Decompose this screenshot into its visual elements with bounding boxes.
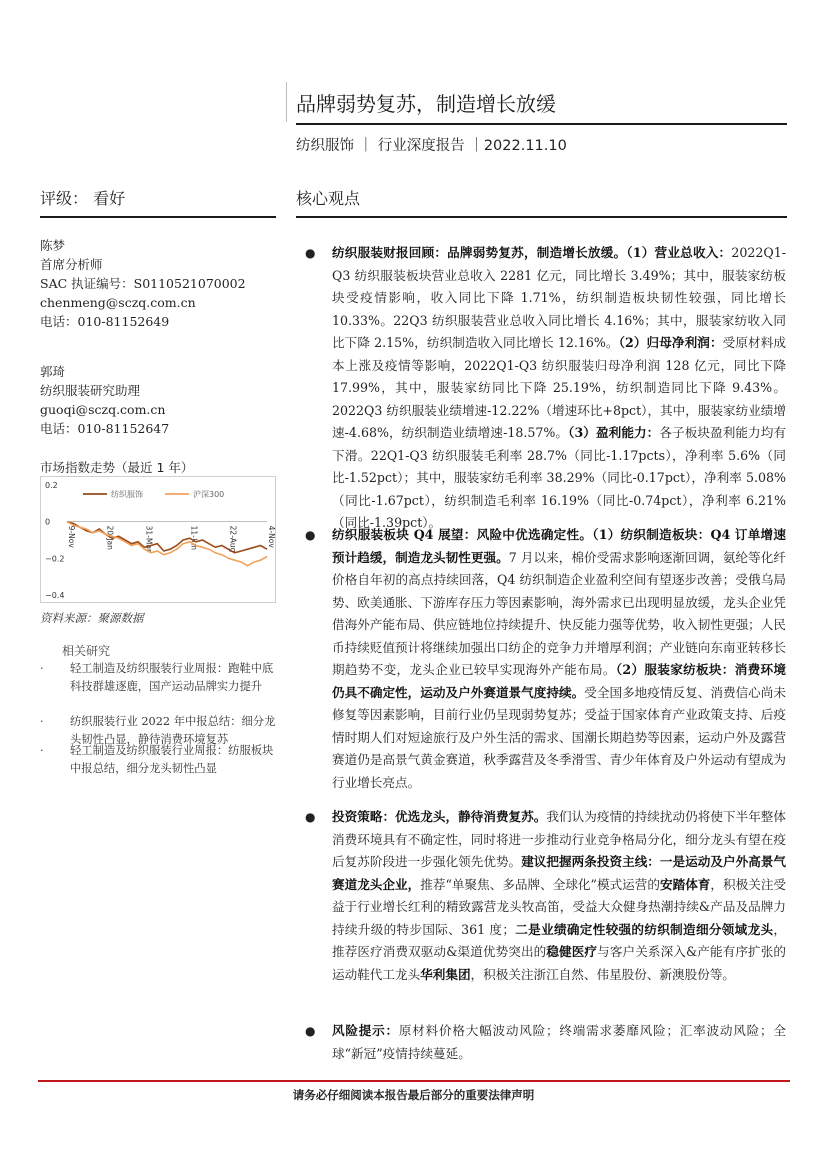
bullet-icon: ● <box>305 810 316 824</box>
x-tick-label: 4-Nov <box>267 525 276 548</box>
emphasis-text: 稳健医疗 <box>546 944 598 959</box>
body-text: ，积极关注浙江自然、伟星股份、新澳股份等。 <box>470 966 735 982</box>
x-tick-label: 11-Jun <box>189 525 199 551</box>
market-index-chart <box>40 476 276 603</box>
legend-label: 沪深300 <box>193 490 225 499</box>
related-research-text[interactable]: 轻工制造及纺织服装行业周报：纺服板块中报总结，细分龙头韧性凸显 <box>70 744 274 775</box>
chart-title: 市场指数走势（最近 1 年） <box>40 460 194 475</box>
rating-rule <box>40 216 276 218</box>
emphasis-text: 投资策略：优选龙头，静待消费复苏。 <box>332 809 547 824</box>
analyst-sac: SAC 执证编号：S0110521070002 <box>40 276 246 291</box>
legend-label: 纺织服饰 <box>111 490 143 499</box>
y-tick-label: 0 <box>45 517 51 527</box>
core-view-title: 核心观点 <box>296 189 361 208</box>
bullet-icon: · <box>40 744 44 757</box>
rating-label: 评级： 看好 <box>40 189 126 208</box>
body-text: 各子板块盈利能力均有下滑。22Q1-Q3 纺织服装毛利率 28.7%（同比-1.17pcts），净利率 5.6%（同比-1.52pct）；其中，服装家纺毛利率 38.29%（同比-0.17pct），净利率 5.08%（同比-1.67pct），纺织制造毛利率 16.19%（同比-0.74pct），净利率 6.21%（同比-1.39pct）。 <box>332 425 786 530</box>
body-text: 受原材料成本上涨及疫情等影响，2022Q1-Q3 纺织服装归母净利润 128 亿元，同比下降 17.99%，其中，服装家纺同比下降 25.19%，纺织制造同比下降 9.43%。2022Q3 纺织服装业绩增速-12.22%（增速环比+8pct），其中，服装家纺业绩增速-4.68%，纺织制造业绩增速-18.57%。 <box>332 335 786 440</box>
emphasis-text: （3）盈利能力： <box>568 425 660 440</box>
body-text: ，推荐医疗消费双驱动&渠道优势突出的 <box>332 921 786 959</box>
analyst-card <box>40 236 280 331</box>
emphasis-text: 建议把握两条投资主线：一是运动及户外高景气赛道龙头企业， <box>332 854 787 892</box>
page-title: 品牌弱势复苏，制造增长放缓 <box>296 92 556 116</box>
x-tick-label: 31-Mar <box>144 525 154 553</box>
x-tick-label: 22-Aug <box>228 525 238 553</box>
emphasis-text: 安踏体育 <box>659 876 711 892</box>
y-tick-label: −0.4 <box>45 591 65 600</box>
core-paragraph <box>332 242 786 535</box>
analyst-role: 首席分析师 <box>40 257 103 272</box>
analyst-phone: 电话：010-81152649 <box>40 314 170 329</box>
body-text: ，积极关注受益于行业增长红利的精致露营龙头牧高笛，受益大众健身热潮持续&产品及品牌力持续升级的特步国际、361 度； <box>332 876 787 937</box>
x-tick-label: 20-Jan <box>105 525 115 550</box>
core-paragraph <box>332 1020 786 1065</box>
footer-rule <box>38 1080 790 1082</box>
analyst-role: 纺织服装研究助理 <box>40 383 141 398</box>
title-rule <box>296 123 787 125</box>
bullet-icon: ● <box>305 246 316 260</box>
emphasis-text: 纺织服装板块 Q4 展望：风险中优选确定性。（1）纺织制造板块：Q4 订单增速预计趋缓，制造龙头韧性更强。 <box>332 527 786 565</box>
legal-disclaimer: 请务必仔细阅读本报告最后部分的重要法律声明 <box>292 1088 535 1102</box>
title-divider <box>286 82 296 122</box>
emphasis-text: 华利集团 <box>420 966 471 982</box>
core-paragraph <box>332 806 786 986</box>
emphasis-text: （2）归母净利润： <box>618 335 723 350</box>
y-tick-label: −0.2 <box>45 554 65 564</box>
emphasis-text: 纺织服装财报回顾：品牌弱势复苏，制造增长放缓。（1）营业总收入： <box>332 245 732 260</box>
body-text: 受全国多地疫情反复、消费信心尚未修复等因素影响，目前行业仍呈现弱势复苏；受益于国家体育产业政策支持、后疫情时期人们对短途旅行及户外生活的需求、国潮长期趋势等因素，运动户外及露营赛道仍是高景气黄金赛道，秋季露营及冬季滑雪、青少年体育及户外运动有望成为行业增长亮点。 <box>332 684 787 790</box>
bullet-icon: ● <box>305 528 316 542</box>
emphasis-text: （2）服装家纺板块：消费环境仍具不确定性，运动及户外赛道景气度持续。 <box>332 662 787 700</box>
body-text: 7 月以来，棉价受需求影响逐渐回调，氨纶等化纤价格自年初的高点持续回落，Q4 纺织制造企业盈利空间有望逐步改善；受俄乌局势、欧美通胀、下游库存压力等因素影响，海外需求已出现明显放缓，龙头企业凭借海外产能布局、供应链地位持续提升、快反能力强等优势，收入韧性更强；人民币持续贬值预计将继续加强出口纺企的竞争力并增厚利润；产业链向东南亚转移长期趋势不变，龙头企业已较早实现海外产能布局。 <box>332 549 786 677</box>
analyst-email[interactable]: chenmeng@sczq.com.cn <box>40 295 196 310</box>
analyst-phone: 电话：010-81152647 <box>40 421 170 436</box>
related-research-text[interactable]: 纺织服装行业 2022 年中报总结：细分龙头韧性凸显，静待消费环境复苏 <box>70 715 276 746</box>
report-subtitle: 纺织服饰 ｜ 行业深度报告 ｜2022.11.10 <box>296 138 567 154</box>
related-research-text[interactable]: 轻工制造及纺织服装行业周报：跑鞋中底科技群雄逐鹿，国产运动品牌实力提升 <box>70 662 274 693</box>
emphasis-text: 二是业绩确定性较强的纺织制造细分领域龙头 <box>514 921 774 937</box>
bullet-icon: ● <box>305 1024 316 1038</box>
chart-canvas <box>41 477 277 604</box>
analyst-card <box>40 362 280 438</box>
body-text: 原材料价格大幅波动风险；终端需求萎靡风险；汇率波动风险；全球“新冠”疫情持续蔓延。 <box>332 1023 787 1061</box>
analyst-email[interactable]: guoqi@sczq.com.cn <box>40 402 166 417</box>
bullet-icon: · <box>40 715 44 728</box>
y-tick-label: 0.2 <box>45 481 58 490</box>
x-tick-label: 9-Nov <box>67 525 76 548</box>
emphasis-text: 风险提示： <box>332 1023 399 1038</box>
core-paragraph <box>332 524 786 794</box>
analyst-name: 陈梦 <box>40 238 66 253</box>
analyst-name: 郭琦 <box>40 364 66 379</box>
chart-source: 资料来源：聚源数据 <box>40 611 144 625</box>
body-text: 我们认为疫情的持续扰动仍将使下半年整体消费环境具有不确定性，同时将进一步推动行业竞争格局分化，细分龙头有望在疫后复苏阶段进一步强化领先优势。 <box>332 809 787 869</box>
body-text: 2022Q1-Q3 纺织服装板块营业总收入 2281 亿元，同比增长 3.49%；其中，服装家纺板块受疫情影响，收入同比下降 1.71%，纺织制造板块韧性较强，同比增长 10.33%。22Q3 纺织服装营业总收入同比增长 4.16%；其中，服装家纺收入同比下降 2.15%，纺织制造收入同比增长 12.16%。 <box>332 245 786 350</box>
related-research-title: 相关研究 <box>62 644 111 658</box>
body-text: 与客户关系深入&产能有序扩张的运动鞋代工龙头 <box>332 944 786 982</box>
bullet-icon: · <box>40 662 44 675</box>
body-text: 推荐“单聚焦、多品牌、全球化”模式运营的 <box>420 876 660 892</box>
core-view-rule <box>296 216 787 218</box>
